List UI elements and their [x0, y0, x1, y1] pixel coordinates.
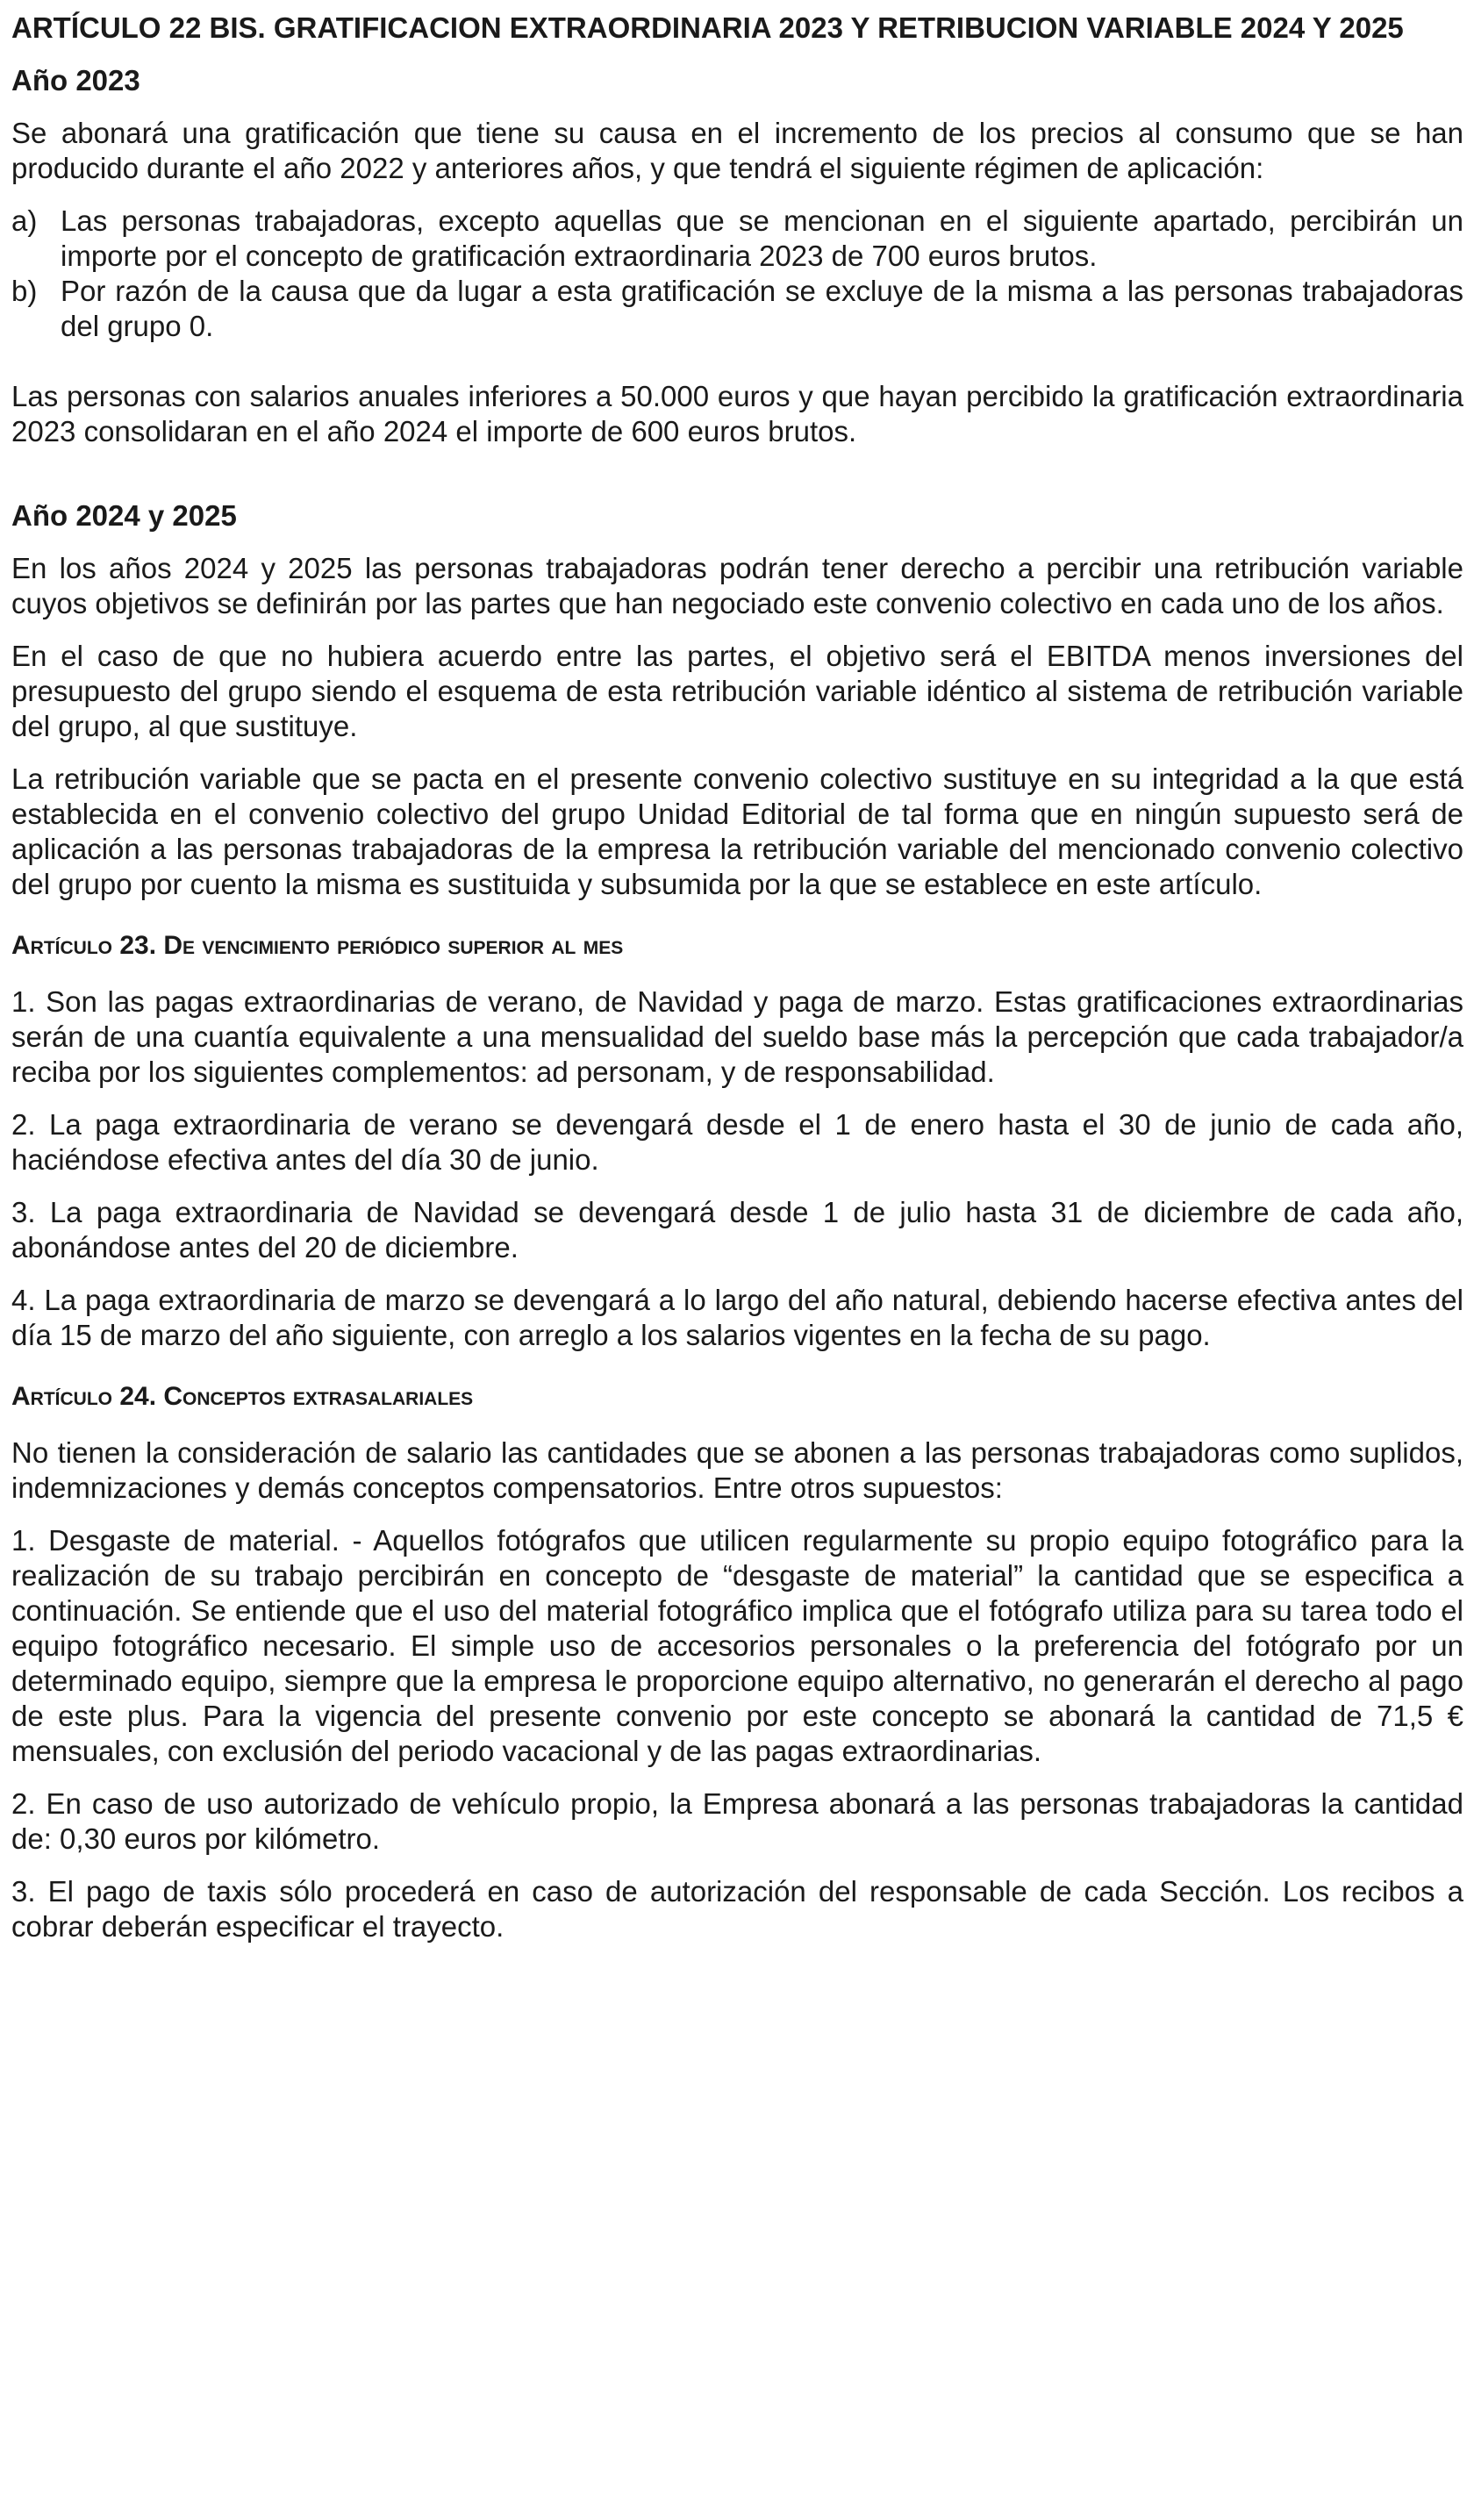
article-23-paragraph-2: 2. La paga extraordinaria de verano se devengará desde el 1 de enero hasta el 30 de junio de cada año, haciéndose efectiva antes del día 30 de junio.: [11, 1108, 1463, 1176]
list-item-text: Por razón de la causa que da lugar a esta gratificación se excluye de la misma a las personas trabajadoras del grupo 0.: [61, 275, 1463, 342]
list-item-a: [11, 204, 1463, 274]
article-24-paragraph-3: 2. En caso de uso autorizado de vehículo propio, la Empresa abonará a las personas trabajadoras la cantidad de: 0,30 euros por kilómetro.: [11, 1787, 1463, 1855]
article-24-paragraph-4: 3. El pago de taxis sólo procederá en caso de autorización del responsable de cada Sección. Los recibos a cobrar deberán especificar el trayecto.: [11, 1875, 1463, 1943]
article-22bis-title: ARTÍCULO 22 BIS. GRATIFICACION EXTRAORDINARIA 2023 Y RETRIBUCION VARIABLE 2024 Y 2025: [11, 11, 1404, 44]
section-2023-intro: Se abonará una gratificación que tiene su causa en el incremento de los precios al consumo que se han producido durante el año 2022 y anteriores años, y que tendrá el siguiente régimen de aplicación:: [11, 117, 1463, 184]
article-23-paragraph-3: 3. La paga extraordinaria de Navidad se devengará desde 1 de julio hasta 31 de diciembre de cada año, abonándose antes del 20 de diciembre.: [11, 1196, 1463, 1264]
article-23-heading: Artículo 23. De vencimiento periódico superior al mes: [11, 931, 624, 960]
article-24-heading: Artículo 24. Conceptos extrasalariales: [11, 1382, 474, 1411]
section-2024-heading: Año 2024 y 2025: [11, 499, 237, 532]
article-24-paragraph-2: 1. Desgaste de material. - Aquellos fotógrafos que utilicen regularmente su propio equipo fotográfico para la realización de su trabajo percibirán en concepto de “desgaste de material” la cantidad que se especifica a continuación. Se entiende que el uso del material fotográfico implica que el fotógrafo utiliza para su tarea todo el equipo fotográfico necesario. El simple uso de accesorios personales o la preferencia del fotógrafo por un determinado equipo, siempre que la empresa le proporcione equipo alternativo, no generarán el derecho al pago de este plus. Para la vigencia del presente convenio por este concepto se abonará la cantidad de 71,5 € mensuales, con exclusión del periodo vacacional y de las pagas extraordinarias.: [11, 1524, 1463, 1767]
section-2024-paragraph-3: La retribución variable que se pacta en el presente convenio colectivo sustituye en su integridad a la que está establecida en el convenio colectivo del grupo Unidad Editorial de tal forma que en ningún supuesto será de aplicación a las personas trabajadoras de la empresa la retribución variable del mencionado convenio colectivo del grupo por cuento la misma es sustituida y subsumida por la que se establece en este artículo.: [11, 762, 1463, 900]
list-item-letter: a): [11, 204, 38, 237]
section-2023-heading: Año 2023: [11, 64, 140, 97]
list-item-letter: b): [11, 275, 38, 307]
consolidation-paragraph: Las personas con salarios anuales inferiores a 50.000 euros y que hayan percibido la gratificación extraordinaria 2023 consolidaran en el año 2024 el importe de 600 euros brutos.: [11, 380, 1463, 447]
list-item-text: Las personas trabajadoras, excepto aquellas que se mencionan en el siguiente apartado, percibirán un importe por el concepto de gratificación extraordinaria 2023 de 700 euros brutos.: [61, 204, 1463, 272]
section-2024-paragraph-2: En el caso de que no hubiera acuerdo entre las partes, el objetivo será el EBITDA menos inversiones del presupuesto del grupo siendo el esquema de esta retribución variable idéntico al sistema de retribución variable del grupo, al que sustituye.: [11, 640, 1463, 742]
section-2024-paragraph-1: En los años 2024 y 2025 las personas trabajadoras podrán tener derecho a percibir una retribución variable cuyos objetivos se definirán por las partes que han negociado este convenio colectivo en cada uno de los años.: [11, 552, 1463, 619]
list-item-b: [11, 274, 1463, 344]
article-24-paragraph-1: No tienen la consideración de salario las cantidades que se abonen a las personas trabajadoras como suplidos, indemnizaciones y demás conceptos compensatorios. Entre otros supuestos:: [11, 1436, 1463, 1504]
article-23-paragraph-1: 1. Son las pagas extraordinarias de verano, de Navidad y paga de marzo. Estas gratificaciones extraordinarias serán de una cuantía equivalente a una mensualidad del sueldo base más la percepción que cada trabajador/a reciba por los siguientes complementos: ad personam, y de responsabilidad.: [11, 985, 1463, 1088]
article-23-paragraph-4: 4. La paga extraordinaria de marzo se devengará a lo largo del año natural, debiendo hacerse efectiva antes del día 15 de marzo del año siguiente, con arreglo a los salarios vigentes en la fecha de su pago.: [11, 1284, 1463, 1351]
